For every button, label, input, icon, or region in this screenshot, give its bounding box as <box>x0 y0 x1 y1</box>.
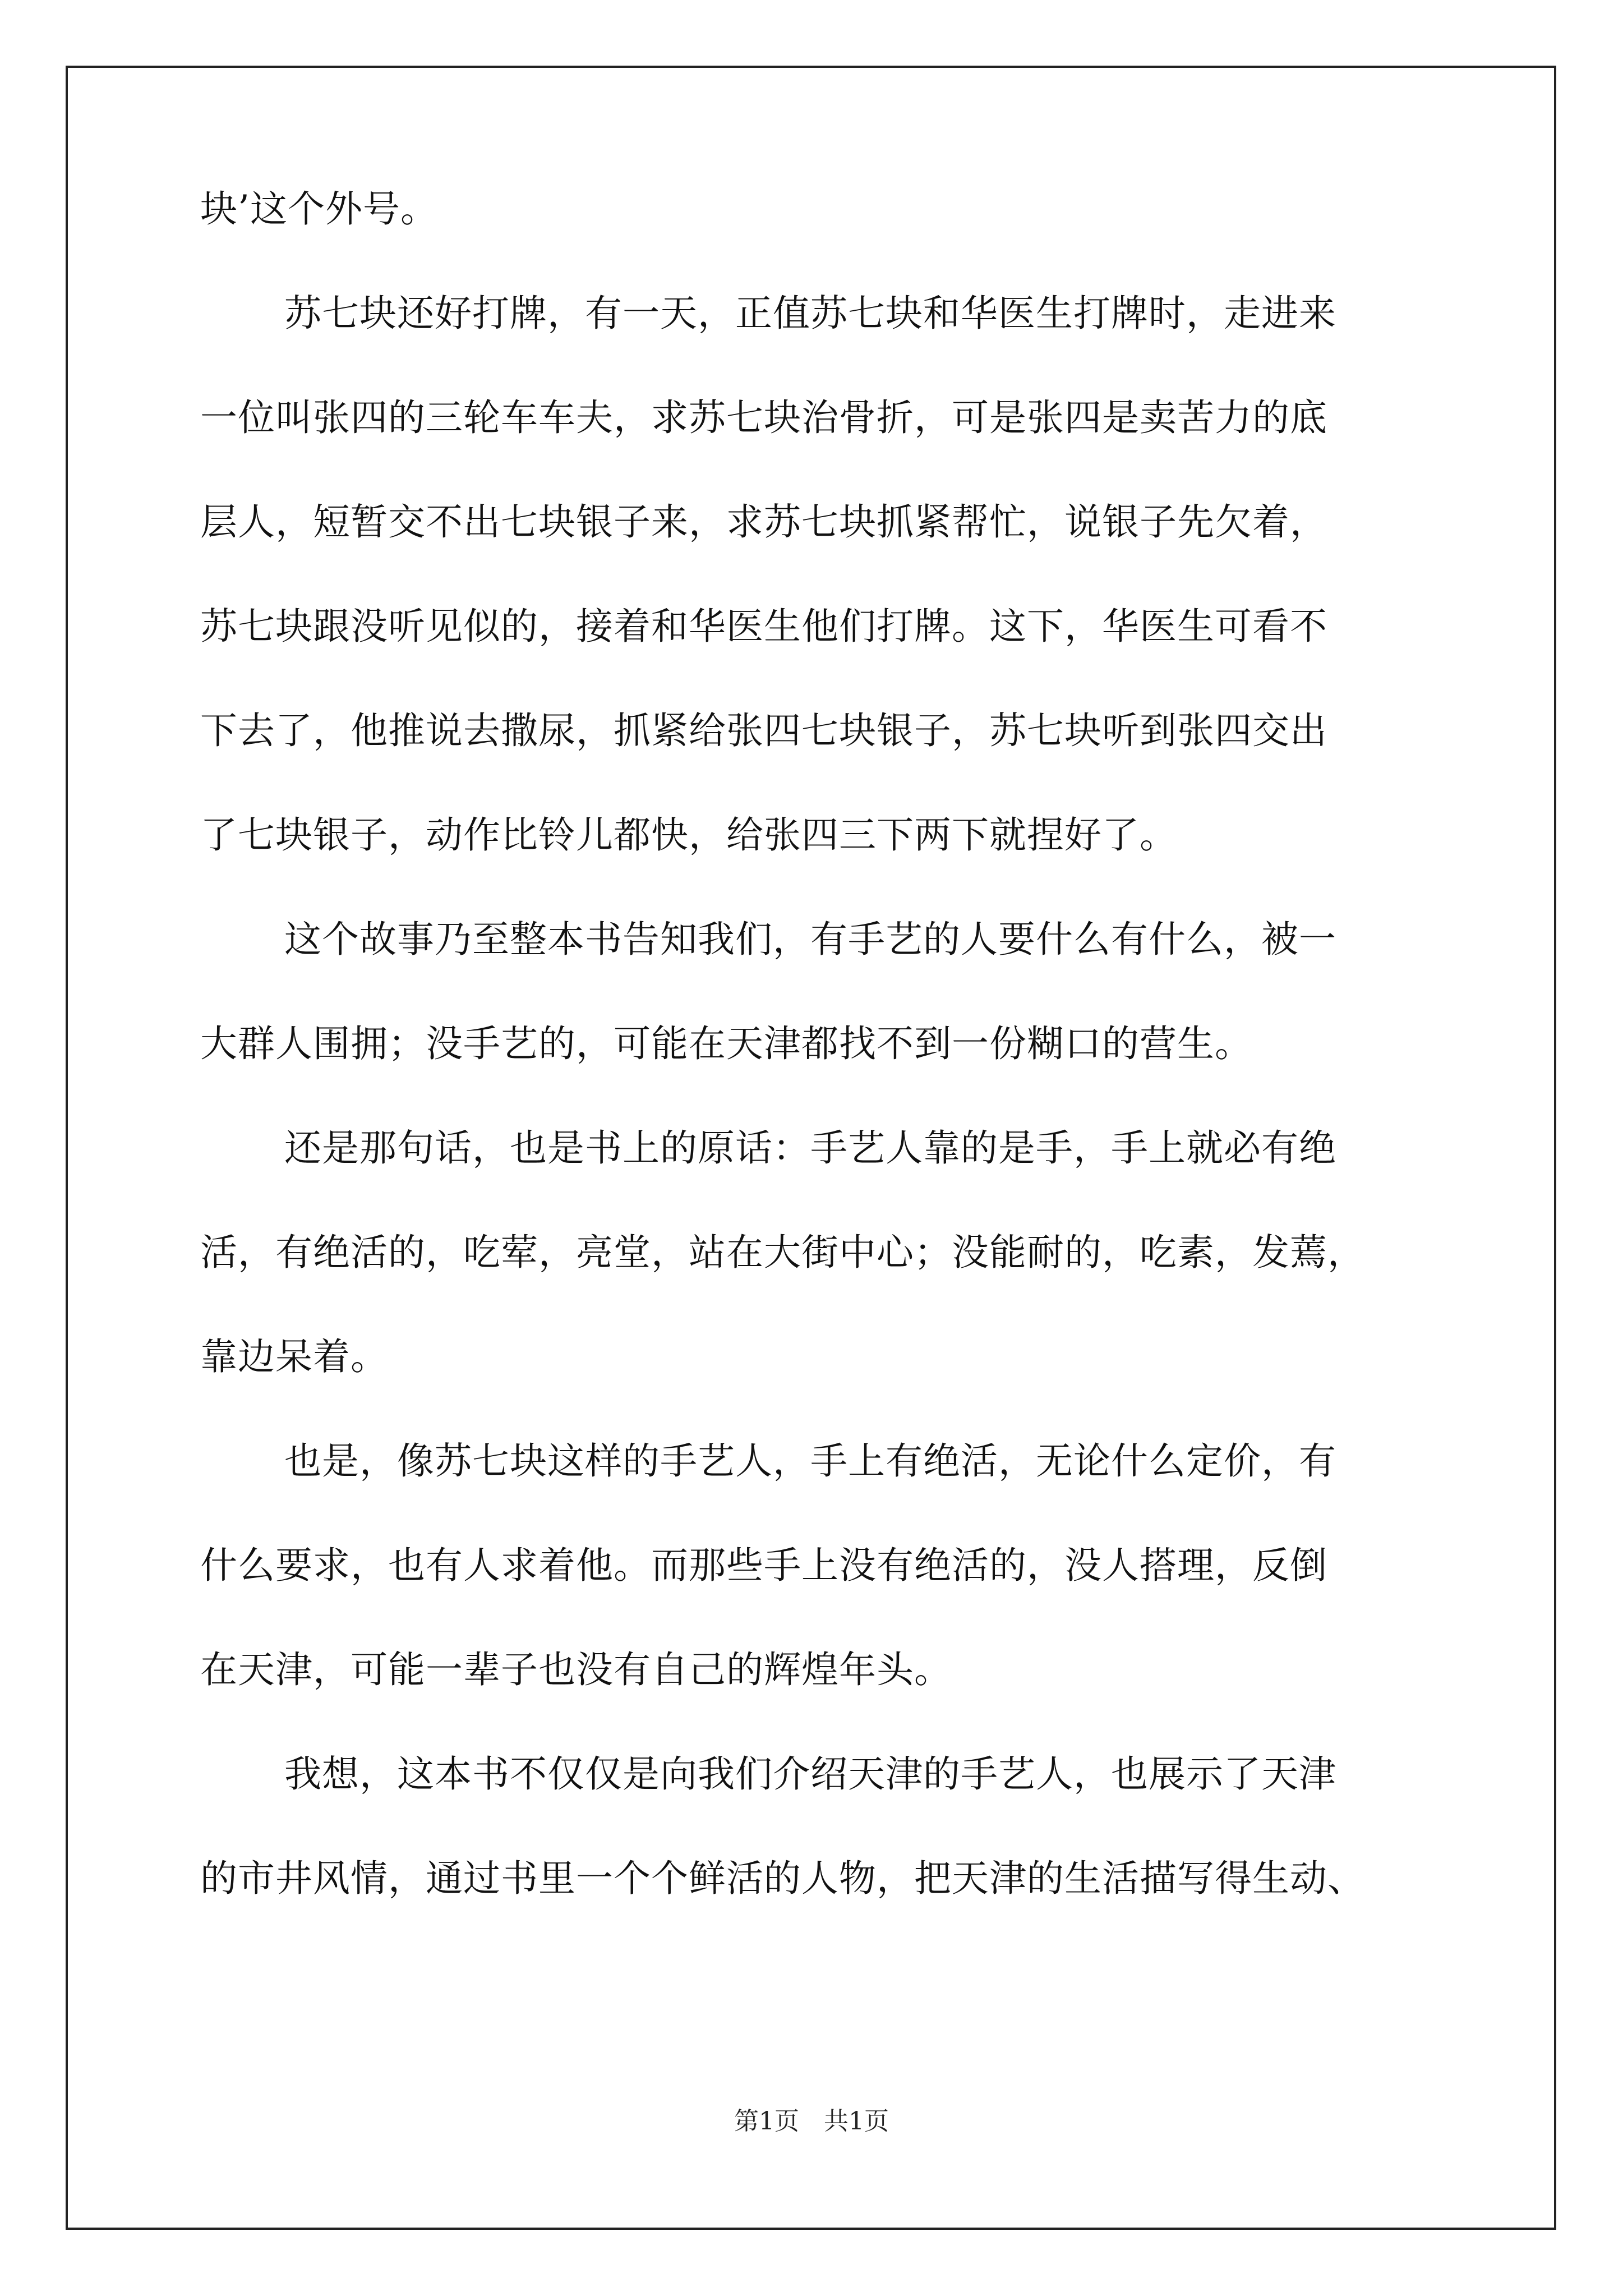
document-body <box>200 187 1428 1964</box>
text-line-4: 层人，短暂交不出七块银子来，求苏七块抓紧帮忙，说银子先欠着， <box>200 500 1327 544</box>
text-line-2: 苏七块还好打牌，有一天，正值苏七块和华医生打牌时，走进来 <box>284 292 1336 335</box>
text-line-5: 苏七块跟没听见似的，接着和华医生他们打牌。这下，华医生可看不 <box>200 605 1327 648</box>
text-line-9: 大群人围拥；没手艺的，可能在天津都找不到一份糊口的营生。 <box>200 1022 1252 1065</box>
text-line-10: 还是那句话，也是书上的原话：手艺人靠的是手，手上就必有绝 <box>284 1126 1336 1170</box>
text-line-12: 靠边呆着。 <box>200 1335 388 1378</box>
text-line-13: 也是，像苏七块这样的手艺人，手上有绝活，无论什么定价，有 <box>284 1439 1336 1483</box>
text-line-7: 了七块银子，动作比铃儿都快，给张四三下两下就捏好了。 <box>200 813 1177 857</box>
page-number-footer: 第1页 共1页 <box>734 2107 889 2136</box>
text-line-11: 活，有绝活的，吃荤，亮堂，站在大街中心；没能耐的，吃素，发蔫， <box>200 1231 1365 1274</box>
text-line-8: 这个故事乃至整本书告知我们，有手艺的人要什么有什么，被一 <box>284 918 1336 961</box>
text-line-17: 的市井风情，通过书里一个个鲜活的人物，把天津的生活描写得生动、 <box>200 1857 1365 1900</box>
text-line-16: 我想，这本书不仅仅是向我们介绍天津的手艺人，也展示了天津 <box>284 1752 1336 1796</box>
text-line-14: 什么要求，也有人求着他。而那些手上没有绝活的，没人搭理，反倒 <box>200 1544 1327 1587</box>
text-line-15: 在天津，可能一辈子也没有自己的辉煌年头。 <box>200 1648 952 1691</box>
text-line-6: 下去了，他推说去撒尿，抓紧给张四七块银子，苏七块听到张四交出 <box>200 709 1327 752</box>
text-line-3: 一位叫张四的三轮车车夫，求苏七块治骨折，可是张四是卖苦力的底 <box>200 396 1327 439</box>
text-line-1: 块’这个外号。 <box>200 187 438 231</box>
